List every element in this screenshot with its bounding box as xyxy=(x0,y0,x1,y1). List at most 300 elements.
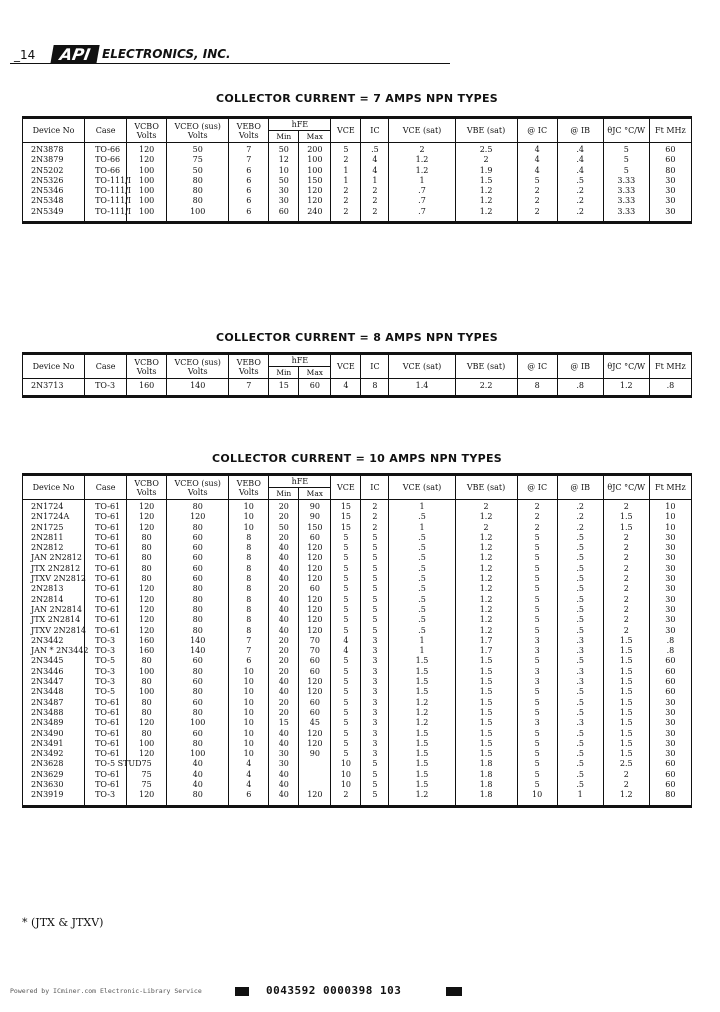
value-cell: 3 xyxy=(517,646,557,656)
value-cell: 1.5 xyxy=(455,667,517,677)
value-cell: 2 xyxy=(517,196,557,206)
value-cell: 5 xyxy=(331,584,361,594)
value-cell: 90 xyxy=(299,500,331,513)
value-cell: 2 xyxy=(603,564,649,574)
table-row xyxy=(23,533,692,543)
value-cell: 60 xyxy=(299,708,331,718)
value-cell: .3 xyxy=(557,667,603,677)
value-cell: 120 xyxy=(127,584,167,594)
value-cell: .5 xyxy=(557,543,603,553)
value-cell: 1.5 xyxy=(603,646,649,656)
header-ic: IC xyxy=(361,475,389,500)
value-cell: 10 xyxy=(229,729,269,739)
value-cell: 120 xyxy=(299,543,331,553)
case-cell: TO-61 xyxy=(85,780,127,790)
value-cell: 40 xyxy=(269,739,299,749)
value-cell: 30 xyxy=(649,186,691,196)
header-device: Device No xyxy=(23,475,85,500)
case-cell: TO-66 xyxy=(85,143,127,156)
device-cell: 2N2812 xyxy=(23,543,85,553)
device-cell: JTXV 2N2814 xyxy=(23,626,85,636)
value-cell: 10 xyxy=(229,523,269,533)
value-cell: .5 xyxy=(557,626,603,636)
value-cell: 2.5 xyxy=(455,143,517,156)
value-cell: 5 xyxy=(331,729,361,739)
value-cell: 60 xyxy=(649,759,691,769)
table-row xyxy=(23,708,692,718)
value-cell: 4 xyxy=(361,155,389,165)
value-cell: 120 xyxy=(127,500,167,513)
case-cell: TO-61 xyxy=(85,739,127,749)
value-cell: 2 xyxy=(517,523,557,533)
value-cell: 60 xyxy=(269,207,299,223)
value-cell: 5 xyxy=(517,564,557,574)
value-cell: .5 xyxy=(557,656,603,666)
section-title-8a: COLLECTOR CURRENT = 8 AMPS NPN TYPES xyxy=(215,331,499,344)
value-cell: 80 xyxy=(127,574,167,584)
value-cell: 5 xyxy=(331,605,361,615)
value-cell: 5 xyxy=(517,759,557,769)
value-cell: 40 xyxy=(269,790,299,806)
value-cell: 120 xyxy=(127,790,167,806)
value-cell: 1 xyxy=(331,176,361,186)
value-cell: 1 xyxy=(389,500,455,513)
device-cell: 2N3488 xyxy=(23,708,85,718)
value-cell: 80 xyxy=(167,605,229,615)
value-cell: 1 xyxy=(557,790,603,806)
value-cell: 1.2 xyxy=(455,196,517,206)
value-cell: 20 xyxy=(269,584,299,594)
value-cell: 2 xyxy=(331,790,361,806)
header-at-ic: @ IC xyxy=(517,475,557,500)
value-cell: 10 xyxy=(649,512,691,522)
value-cell: 1.5 xyxy=(455,749,517,759)
table-row xyxy=(23,739,692,749)
value-cell: 80 xyxy=(127,698,167,708)
value-cell: 3 xyxy=(361,667,389,677)
value-cell: 40 xyxy=(269,626,299,636)
table-row xyxy=(23,379,692,397)
value-cell: 40 xyxy=(269,729,299,739)
value-cell: 20 xyxy=(269,708,299,718)
table-row xyxy=(23,759,692,769)
value-cell: 140 xyxy=(167,379,229,397)
value-cell: .2 xyxy=(557,500,603,513)
header-vbe-sat: VBE (sat) xyxy=(455,118,517,143)
value-cell: .7 xyxy=(389,207,455,223)
page-header xyxy=(10,44,710,66)
header-ft: Ft MHz xyxy=(649,354,691,379)
value-cell: 6 xyxy=(229,176,269,186)
value-cell: 1.5 xyxy=(603,656,649,666)
device-cell: 2N3492 xyxy=(23,749,85,759)
value-cell: 60 xyxy=(299,584,331,594)
value-cell: 80 xyxy=(167,687,229,697)
value-cell: 1.2 xyxy=(455,553,517,563)
case-cell: TO-61 xyxy=(85,595,127,605)
value-cell: 3.33 xyxy=(603,186,649,196)
table-row xyxy=(23,790,692,806)
value-cell: 8 xyxy=(517,379,557,397)
value-cell: 5 xyxy=(517,780,557,790)
value-cell: 8 xyxy=(229,584,269,594)
header-vebo: VEBO Volts xyxy=(229,475,269,500)
value-cell: 100 xyxy=(127,667,167,677)
value-cell: 20 xyxy=(269,646,299,656)
value-cell: 1.5 xyxy=(455,687,517,697)
value-cell: 30 xyxy=(649,729,691,739)
value-cell: 1.2 xyxy=(455,626,517,636)
value-cell: 60 xyxy=(167,677,229,687)
value-cell: 80 xyxy=(167,626,229,636)
value-cell: 3.33 xyxy=(603,207,649,223)
value-cell: 50 xyxy=(269,523,299,533)
value-cell: 20 xyxy=(269,667,299,677)
table-10-amps xyxy=(22,473,692,808)
value-cell: 5 xyxy=(331,677,361,687)
case-cell: TO-61 xyxy=(85,523,127,533)
value-cell: 10 xyxy=(649,500,691,513)
value-cell: 40 xyxy=(269,687,299,697)
header-hfe-max: Max xyxy=(299,131,331,143)
device-cell: 2N3448 xyxy=(23,687,85,697)
value-cell: 4 xyxy=(229,780,269,790)
value-cell: 30 xyxy=(269,186,299,196)
value-cell: 80 xyxy=(127,729,167,739)
value-cell: 4 xyxy=(517,143,557,156)
value-cell: 15 xyxy=(331,500,361,513)
value-cell: 1.2 xyxy=(389,698,455,708)
header-ft: Ft MHz xyxy=(649,118,691,143)
value-cell: .8 xyxy=(649,379,691,397)
value-cell: 7 xyxy=(229,646,269,656)
value-cell: .7 xyxy=(389,186,455,196)
value-cell: 50 xyxy=(167,143,229,156)
value-cell: 3 xyxy=(361,656,389,666)
case-cell: TO-61 xyxy=(85,500,127,513)
value-cell: .4 xyxy=(557,166,603,176)
table-row xyxy=(23,770,692,780)
value-cell: 10 xyxy=(269,166,299,176)
header-vcbo: VCBO Volts xyxy=(127,354,167,379)
value-cell: 60 xyxy=(649,667,691,677)
value-cell: 15 xyxy=(269,718,299,728)
value-cell: 1.5 xyxy=(455,698,517,708)
device-cell: 2N3446 xyxy=(23,667,85,677)
value-cell: 3 xyxy=(361,729,389,739)
value-cell: 2 xyxy=(331,186,361,196)
device-cell: 2N3629 xyxy=(23,770,85,780)
value-cell: 1.5 xyxy=(389,677,455,687)
table-row xyxy=(23,677,692,687)
value-cell: 1.5 xyxy=(455,739,517,749)
value-cell: 1.9 xyxy=(455,166,517,176)
header-theta-jc: θJC °C/W xyxy=(603,354,649,379)
value-cell: 70 xyxy=(299,636,331,646)
footer-note: Powered by ICminer.com Electronic-Library Service xyxy=(10,987,202,995)
case-cell: TO-61 xyxy=(85,708,127,718)
value-cell: 80 xyxy=(127,553,167,563)
header-hfe-min: Min xyxy=(269,367,299,379)
value-cell: 2 xyxy=(331,196,361,206)
value-cell: 140 xyxy=(167,636,229,646)
value-cell: 120 xyxy=(299,677,331,687)
value-cell: 6 xyxy=(229,186,269,196)
value-cell: 30 xyxy=(269,749,299,759)
value-cell: 1.5 xyxy=(603,523,649,533)
value-cell: 60 xyxy=(167,564,229,574)
value-cell: 100 xyxy=(299,155,331,165)
value-cell: .5 xyxy=(389,584,455,594)
value-cell: 1.2 xyxy=(455,564,517,574)
value-cell: 2 xyxy=(603,533,649,543)
value-cell: 1.5 xyxy=(603,636,649,646)
value-cell: .8 xyxy=(649,646,691,656)
case-cell: TO-5 xyxy=(85,687,127,697)
value-cell: 5 xyxy=(361,780,389,790)
value-cell: 2 xyxy=(389,143,455,156)
table-row xyxy=(23,523,692,533)
value-cell: .5 xyxy=(557,595,603,605)
table-row xyxy=(23,626,692,636)
value-cell: 40 xyxy=(269,780,299,790)
value-cell: 5 xyxy=(331,543,361,553)
value-cell: 2 xyxy=(603,626,649,636)
value-cell xyxy=(299,770,331,780)
value-cell: 6 xyxy=(229,207,269,223)
value-cell: 2 xyxy=(361,512,389,522)
device-cell: 2N5346 xyxy=(23,186,85,196)
device-cell: 2N3713 xyxy=(23,379,85,397)
device-cell: 2N3630 xyxy=(23,780,85,790)
value-cell: 2 xyxy=(603,615,649,625)
value-cell: 1.5 xyxy=(389,759,455,769)
value-cell: 120 xyxy=(299,564,331,574)
value-cell: 1 xyxy=(389,523,455,533)
value-cell: 1.2 xyxy=(389,718,455,728)
value-cell: 5 xyxy=(361,584,389,594)
value-cell: 120 xyxy=(127,626,167,636)
value-cell: 75 xyxy=(127,780,167,790)
table-row xyxy=(23,207,692,223)
value-cell: 4 xyxy=(331,379,361,397)
value-cell: 5 xyxy=(517,574,557,584)
value-cell: .5 xyxy=(557,605,603,615)
value-cell: 120 xyxy=(299,739,331,749)
value-cell: 10 xyxy=(331,770,361,780)
value-cell: 120 xyxy=(127,718,167,728)
table-row xyxy=(23,155,692,165)
device-cell: JAN 2N2812 xyxy=(23,553,85,563)
value-cell: 5 xyxy=(361,595,389,605)
value-cell: 1.5 xyxy=(603,718,649,728)
value-cell: 200 xyxy=(299,143,331,156)
header-vcbo: VCBO Volts xyxy=(127,118,167,143)
value-cell: 1.7 xyxy=(455,636,517,646)
case-cell: TO-5 xyxy=(85,656,127,666)
value-cell: 75 xyxy=(127,770,167,780)
value-cell: 5 xyxy=(517,584,557,594)
value-cell: 1.8 xyxy=(455,780,517,790)
device-cell: 2N3491 xyxy=(23,739,85,749)
section-title-10a: COLLECTOR CURRENT = 10 AMPS NPN TYPES xyxy=(211,452,502,465)
value-cell: 120 xyxy=(167,512,229,522)
value-cell: .5 xyxy=(557,176,603,186)
value-cell: 80 xyxy=(167,615,229,625)
device-cell: 2N1724A xyxy=(23,512,85,522)
table-row xyxy=(23,636,692,646)
table-row xyxy=(23,687,692,697)
value-cell: 8 xyxy=(229,533,269,543)
device-cell: 2N3442 xyxy=(23,636,85,646)
value-cell: 50 xyxy=(269,176,299,186)
value-cell: 2 xyxy=(455,500,517,513)
value-cell: 2 xyxy=(517,512,557,522)
value-cell: 75 xyxy=(167,155,229,165)
value-cell: 1.4 xyxy=(389,379,455,397)
value-cell: 120 xyxy=(299,790,331,806)
value-cell: .2 xyxy=(557,186,603,196)
value-cell: 60 xyxy=(649,780,691,790)
value-cell: 120 xyxy=(299,186,331,196)
value-cell: 8 xyxy=(229,564,269,574)
value-cell: 5 xyxy=(517,176,557,186)
value-cell: 5 xyxy=(361,759,389,769)
value-cell: 100 xyxy=(167,207,229,223)
value-cell: 6 xyxy=(229,656,269,666)
value-cell: 30 xyxy=(649,176,691,186)
value-cell: 1.2 xyxy=(455,595,517,605)
value-cell: 10 xyxy=(229,687,269,697)
value-cell: 4 xyxy=(331,636,361,646)
value-cell: .5 xyxy=(389,512,455,522)
table-row xyxy=(23,698,692,708)
value-cell: 2 xyxy=(331,207,361,223)
value-cell: 100 xyxy=(127,166,167,176)
value-cell: 1.8 xyxy=(455,770,517,780)
value-cell: 3 xyxy=(517,636,557,646)
value-cell: 60 xyxy=(649,687,691,697)
value-cell: 2 xyxy=(361,500,389,513)
header-hfe-max: Max xyxy=(299,367,331,379)
header-case: Case xyxy=(85,118,127,143)
table-row xyxy=(23,718,692,728)
value-cell: 8 xyxy=(229,605,269,615)
header-vbe-sat: VBE (sat) xyxy=(455,475,517,500)
value-cell: 1.5 xyxy=(389,729,455,739)
header-vbe-sat: VBE (sat) xyxy=(455,354,517,379)
value-cell: 80 xyxy=(167,584,229,594)
value-cell: 30 xyxy=(649,196,691,206)
value-cell: 100 xyxy=(127,196,167,206)
device-cell: JAN * 2N3442 xyxy=(23,646,85,656)
value-cell: 4 xyxy=(229,759,269,769)
value-cell: 1.5 xyxy=(455,718,517,728)
value-cell: 20 xyxy=(269,656,299,666)
value-cell xyxy=(299,759,331,769)
value-cell: 80 xyxy=(167,708,229,718)
header-theta-jc: θJC °C/W xyxy=(603,118,649,143)
value-cell: .5 xyxy=(389,626,455,636)
value-cell: 1.5 xyxy=(455,176,517,186)
value-cell: 2 xyxy=(455,523,517,533)
value-cell: 2 xyxy=(603,780,649,790)
case-cell: TO-3 xyxy=(85,667,127,677)
header-ft: Ft MHz xyxy=(649,475,691,500)
value-cell: 30 xyxy=(649,626,691,636)
value-cell: 5 xyxy=(361,790,389,806)
device-cell: 2N5349 xyxy=(23,207,85,223)
value-cell: 10 xyxy=(229,500,269,513)
value-cell: 1.5 xyxy=(389,667,455,677)
value-cell: .5 xyxy=(557,533,603,543)
value-cell: 4 xyxy=(517,155,557,165)
value-cell: 5 xyxy=(331,698,361,708)
value-cell: .5 xyxy=(361,143,389,156)
case-cell: TO-61 xyxy=(85,729,127,739)
header-case: Case xyxy=(85,475,127,500)
value-cell: 5 xyxy=(361,770,389,780)
value-cell: 90 xyxy=(299,749,331,759)
value-cell: 30 xyxy=(649,584,691,594)
value-cell: 40 xyxy=(269,564,299,574)
case-cell: TO-61 xyxy=(85,615,127,625)
value-cell: 10 xyxy=(229,667,269,677)
value-cell: 60 xyxy=(649,143,691,156)
value-cell: 6 xyxy=(229,790,269,806)
value-cell: 40 xyxy=(269,595,299,605)
value-cell: 50 xyxy=(269,143,299,156)
case-cell: TO-3 xyxy=(85,646,127,656)
value-cell: 1.7 xyxy=(455,646,517,656)
value-cell: 1.5 xyxy=(603,687,649,697)
header-device: Device No xyxy=(23,354,85,379)
value-cell: .5 xyxy=(557,749,603,759)
value-cell: 240 xyxy=(299,207,331,223)
header-vebo: VEBO Volts xyxy=(229,118,269,143)
value-cell: .5 xyxy=(557,687,603,697)
value-cell: 1.5 xyxy=(455,729,517,739)
value-cell: 5 xyxy=(331,656,361,666)
value-cell: 10 xyxy=(229,708,269,718)
value-cell: 1 xyxy=(389,636,455,646)
value-cell: .3 xyxy=(557,718,603,728)
header-at-ib: @ IB xyxy=(557,354,603,379)
value-cell: 2 xyxy=(603,770,649,780)
table-row xyxy=(23,656,692,666)
value-cell: 30 xyxy=(649,698,691,708)
value-cell: 30 xyxy=(269,759,299,769)
value-cell: 1.2 xyxy=(603,790,649,806)
header-vebo: VEBO Volts xyxy=(229,354,269,379)
value-cell: 120 xyxy=(127,615,167,625)
value-cell: 30 xyxy=(649,605,691,615)
value-cell: 30 xyxy=(649,749,691,759)
value-cell: 5 xyxy=(331,739,361,749)
header-device: Device No xyxy=(23,118,85,143)
case-cell: TO-61 xyxy=(85,749,127,759)
case-cell: TO-111/I xyxy=(85,196,127,206)
value-cell: 150 xyxy=(299,176,331,186)
value-cell: 30 xyxy=(649,718,691,728)
value-cell: 5 xyxy=(331,615,361,625)
value-cell: 60 xyxy=(167,698,229,708)
value-cell: 7 xyxy=(229,636,269,646)
value-cell: .2 xyxy=(557,523,603,533)
device-cell: JTXV 2N2812 xyxy=(23,574,85,584)
value-cell: 60 xyxy=(649,656,691,666)
value-cell: 1.2 xyxy=(389,708,455,718)
